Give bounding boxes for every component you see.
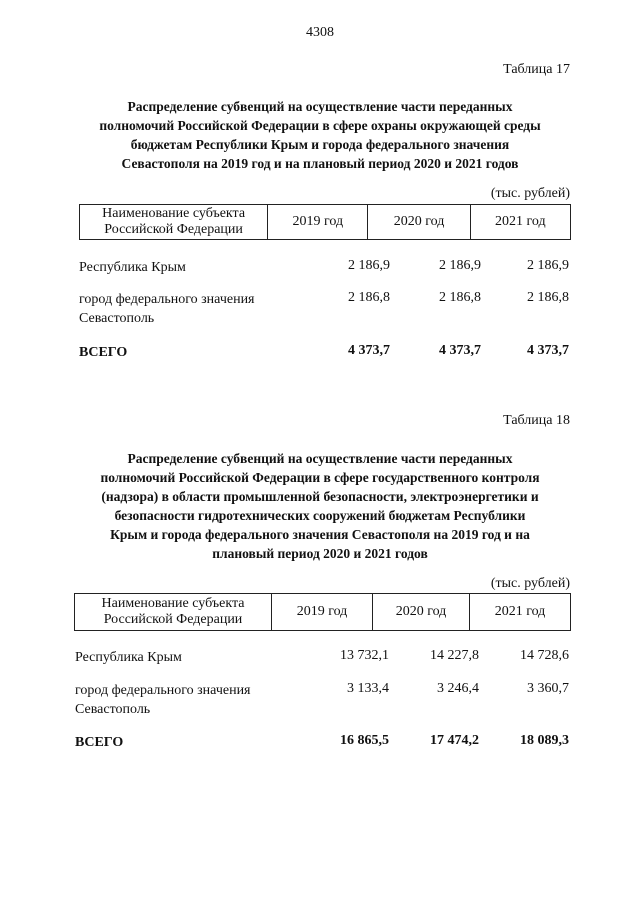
total-2021: 18 089,3 [520,733,569,748]
table-17-units: (тыс. рублей) [490,186,570,201]
page-number: 4308 [306,25,334,40]
row-name: Республика Крым [79,260,186,275]
header-subject-label: Наименование субъекта Российской Федерации [101,596,245,627]
header-2021: 2021 год [470,205,570,240]
header-2021: 2021 год [470,594,571,631]
title-line: бюджетам Республики Крым и города федерального значения [130,137,510,152]
title-line: полномочий Российской Федерации в сфере охраны окружающей среды [99,118,541,133]
title-line: плановый период 2020 и 2021 годов [212,546,428,561]
header-subject [75,594,272,631]
cell-2020: 2 186,8 [439,290,481,305]
row-name-line: город федерального значения [75,683,251,698]
header-2020: 2020 год [373,594,470,631]
table-18-label: Таблица 18 [503,413,570,428]
row-name: Республика Крым [75,650,182,665]
title-line: Распределение субвенций на осуществление части переданных [127,99,513,114]
row-name [79,290,255,328]
title-line: Распределение субвенций на осуществление части переданных [127,451,513,466]
table-18-title [80,449,560,563]
cell-2020: 3 246,4 [437,681,479,696]
table-17-title [80,97,560,173]
title-line: полномочий Российской Федерации в сфере государственного контроля [100,470,540,485]
table-17-header [79,204,571,240]
title-line: Севастополя на 2019 год и на плановый период 2020 и 2021 годов [121,156,519,171]
title-line: Крым и города федерального значения Севастополя на 2019 год и на [110,527,530,542]
row-name-line: Севастополь [75,702,151,717]
total-2020: 17 474,2 [430,733,479,748]
title-line: безопасности гидротехнических сооружений бюджетам Республики [114,508,526,523]
cell-2021: 14 728,6 [520,648,569,663]
cell-2020: 2 186,9 [439,258,481,273]
cell-2019: 13 732,1 [340,648,389,663]
total-2021: 4 373,7 [527,343,569,358]
cell-2019: 2 186,9 [348,258,390,273]
header-subject [80,205,268,240]
row-name-line: Севастополь [79,311,155,326]
header-subject-label: Наименование субъекта Российской Федерации [102,206,246,237]
total-2019: 16 865,5 [340,733,389,748]
total-2020: 4 373,7 [439,343,481,358]
cell-2021: 2 186,8 [527,290,569,305]
title-line: (надзора) в области промышленной безопасности, электроэнергетики и [101,489,539,504]
cell-2020: 14 227,8 [430,648,479,663]
header-2020: 2020 год [368,205,470,240]
total-2019: 4 373,7 [348,343,390,358]
cell-2019: 3 133,4 [347,681,389,696]
table-18-units: (тыс. рублей) [490,576,570,591]
header-2019: 2019 год [268,205,368,240]
cell-2019: 2 186,8 [348,290,390,305]
row-name [75,681,251,719]
row-name-line: город федерального значения [79,292,255,307]
cell-2021: 2 186,9 [527,258,569,273]
cell-2021: 3 360,7 [527,681,569,696]
total-label: ВСЕГО [75,735,124,750]
table-18-header [74,593,571,631]
header-2019: 2019 год [272,594,373,631]
total-label: ВСЕГО [79,345,128,360]
table-17-label: Таблица 17 [503,62,570,77]
